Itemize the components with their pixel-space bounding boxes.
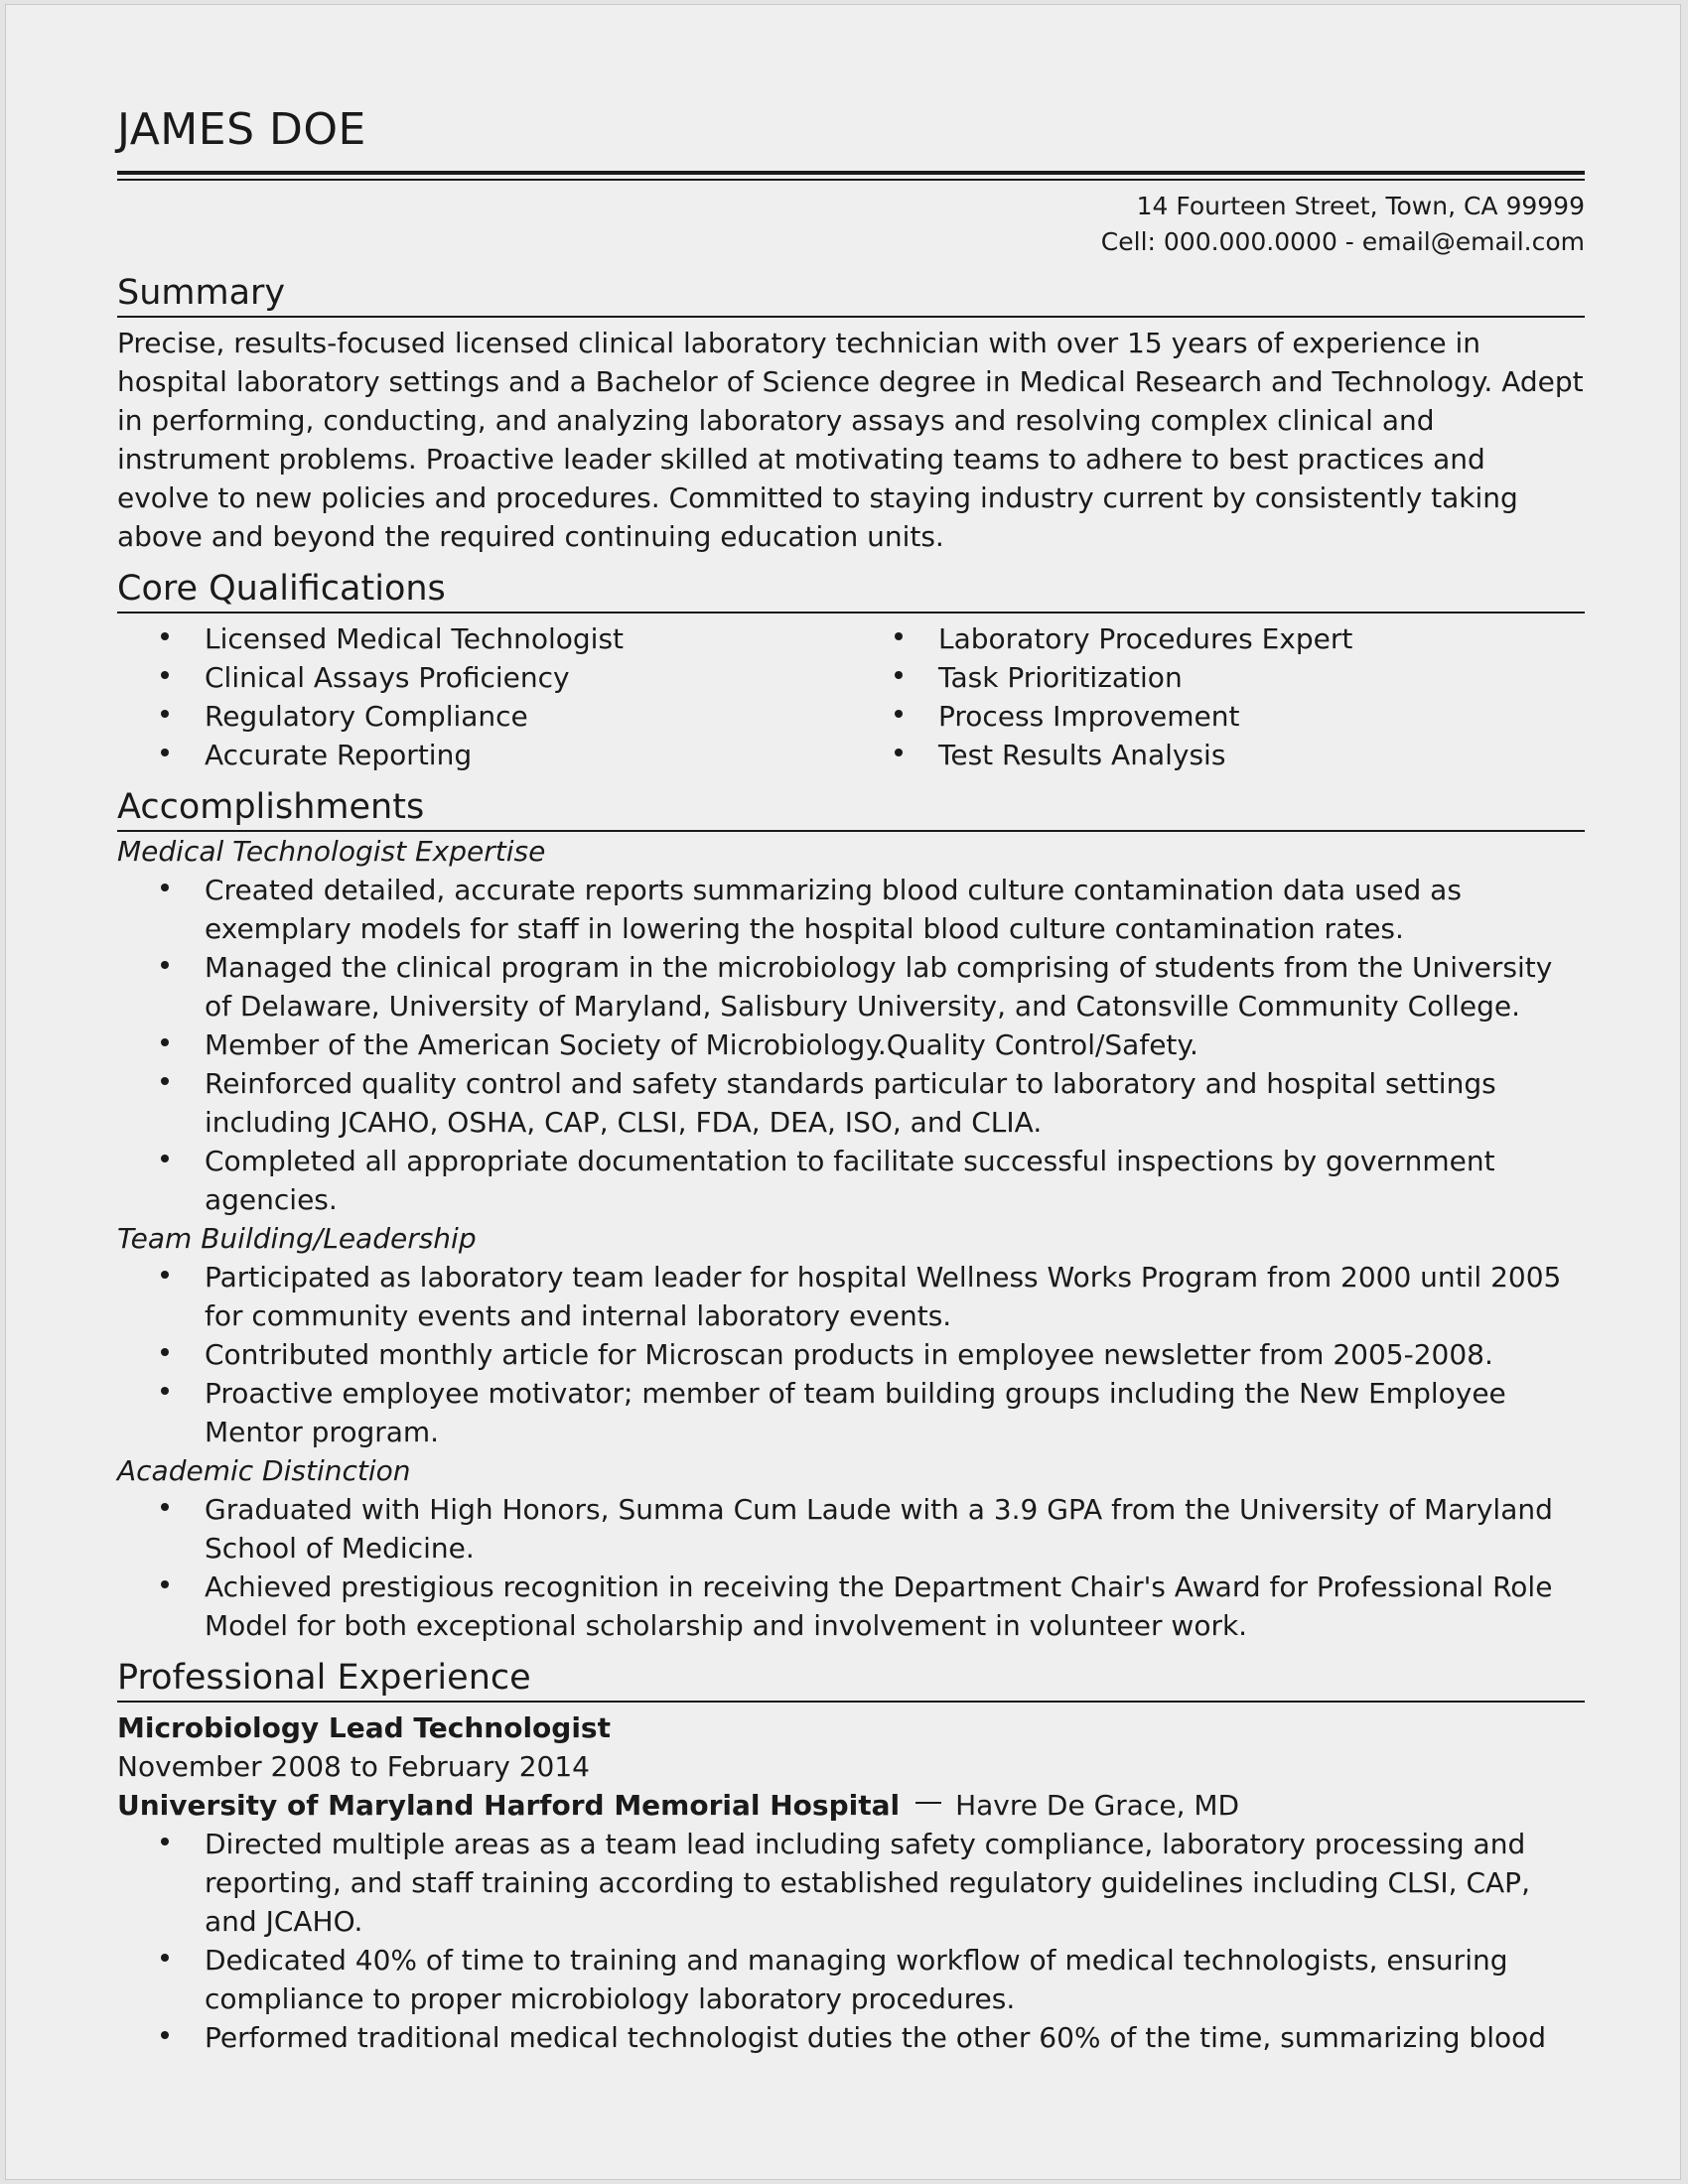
qualification-item: Accurate Reporting (117, 736, 851, 774)
qualifications-right-column (851, 619, 1585, 774)
accomplishment-group-heading: Academic Distinction (117, 1453, 411, 1487)
qualification-item: Process Improvement (851, 697, 1585, 736)
job-duty-item: Directed multiple areas as a team lead including safety compliance, laboratory processing and reporting, and staff training according to established regulatory guidelines including CLSI, CAP, and JCAHO. (117, 1825, 1585, 1941)
qualification-item: Task Prioritization (851, 658, 1585, 697)
qualifications-list (117, 619, 1585, 774)
qualification-item: Licensed Medical Technologist (117, 619, 851, 658)
resume-content (117, 104, 1585, 2057)
candidate-name: JAMES DOE (117, 104, 366, 155)
resume-page (5, 4, 1681, 2180)
job-duties-list (117, 1825, 1585, 2057)
accomplishment-group-heading: Medical Technologist Expertise (117, 834, 546, 868)
qualification-item: Laboratory Procedures Expert (851, 619, 1585, 658)
accomplishment-list (117, 1258, 1585, 1451)
summary-text: Precise, results-focused licensed clinical laboratory technician with over 15 years of experience in hospital laboratory settings and a Bachelor of Science degree in Medical Research and Technology. Adept in performing, conducting, and analyzing laboratory assays and resolving complex clinical and instrument problems. Proactive leader skilled at motivating teams to adhere to best practices and evolve to new policies and procedures. Committed to staying industry current by consistently taking above and beyond the required continuing education units. (117, 326, 1584, 553)
address-line: 14 Fourteen Street, Town, CA 99999 (1136, 191, 1585, 220)
accomplishment-item: Managed the clinical program in the microbiology lab comprising of students from the University of Delaware, University of Maryland, Salisbury University, and Catonsville Community College. (117, 948, 1585, 1025)
accomplishment-list (117, 1490, 1585, 1645)
accomplishment-item: Proactive employee motivator; member of team building groups including the New Employee Mentor program. (117, 1374, 1585, 1451)
qualifications-heading: Core Qualifications (117, 568, 1585, 614)
em-dash-separator (915, 1802, 941, 1804)
accomplishment-item: Graduated with High Honors, Summa Cum Laude with a 3.9 GPA from the University of Maryland School of Medicine. (117, 1490, 1585, 1568)
accomplishment-group-heading: Team Building/Leadership (117, 1221, 477, 1255)
accomplishment-item: Created detailed, accurate reports summarizing blood culture contamination data used as exemplary models for staff in lowering the hospital blood culture contamination rates. (117, 871, 1585, 948)
qualification-item: Regulatory Compliance (117, 697, 851, 736)
accomplishment-item: Reinforced quality control and safety standards particular to laboratory and hospital settings including JCAHO, OSHA, CAP, CLSI, FDA, DEA, ISO, and CLIA. (117, 1064, 1585, 1142)
experience-heading: Professional Experience (117, 1657, 1585, 1703)
accomplishment-item: Participated as laboratory team leader for hospital Wellness Works Program from 2000 until 2005 for community events and internal laboratory events. (117, 1258, 1585, 1335)
contact-block (117, 189, 1585, 260)
job-duty-item: Performed traditional medical technologist duties the other 60% of the time, summarizing blood (117, 2018, 1585, 2057)
accomplishment-item: Member of the American Society of Microbiology.Quality Control/Safety. (117, 1025, 1585, 1064)
job-dates: November 2008 to February 2014 (117, 1749, 590, 1783)
header-divider (117, 171, 1585, 181)
accomplishment-item: Contributed monthly article for Microscan products in employee newsletter from 2005-2008. (117, 1335, 1585, 1374)
accomplishment-item: Achieved prestigious recognition in receiving the Department Chair's Award for Professional Role Model for both exceptional scholarship and involvement in volunteer work. (117, 1568, 1585, 1645)
qualification-item: Test Results Analysis (851, 736, 1585, 774)
qualification-item: Clinical Assays Proficiency (117, 658, 851, 697)
phone-email-line: Cell: 000.000.0000 - email@email.com (1100, 226, 1585, 256)
job-duty-item: Dedicated 40% of time to training and managing workflow of medical technologists, ensuring compliance to proper microbiology laboratory procedures. (117, 1941, 1585, 2018)
job-title: Microbiology Lead Technologist (117, 1710, 611, 1744)
job-location: Havre De Grace, MD (955, 1788, 1240, 1822)
employer-name: University of Maryland Harford Memorial Hospital (117, 1788, 901, 1822)
employer-line (117, 1786, 1585, 1825)
accomplishment-item: Completed all appropriate documentation to facilitate successful inspections by government agencies. (117, 1142, 1585, 1219)
qualifications-left-column (117, 619, 851, 774)
accomplishments-heading: Accomplishments (117, 786, 1585, 832)
summary-heading: Summary (117, 272, 1585, 318)
accomplishment-list (117, 871, 1585, 1219)
